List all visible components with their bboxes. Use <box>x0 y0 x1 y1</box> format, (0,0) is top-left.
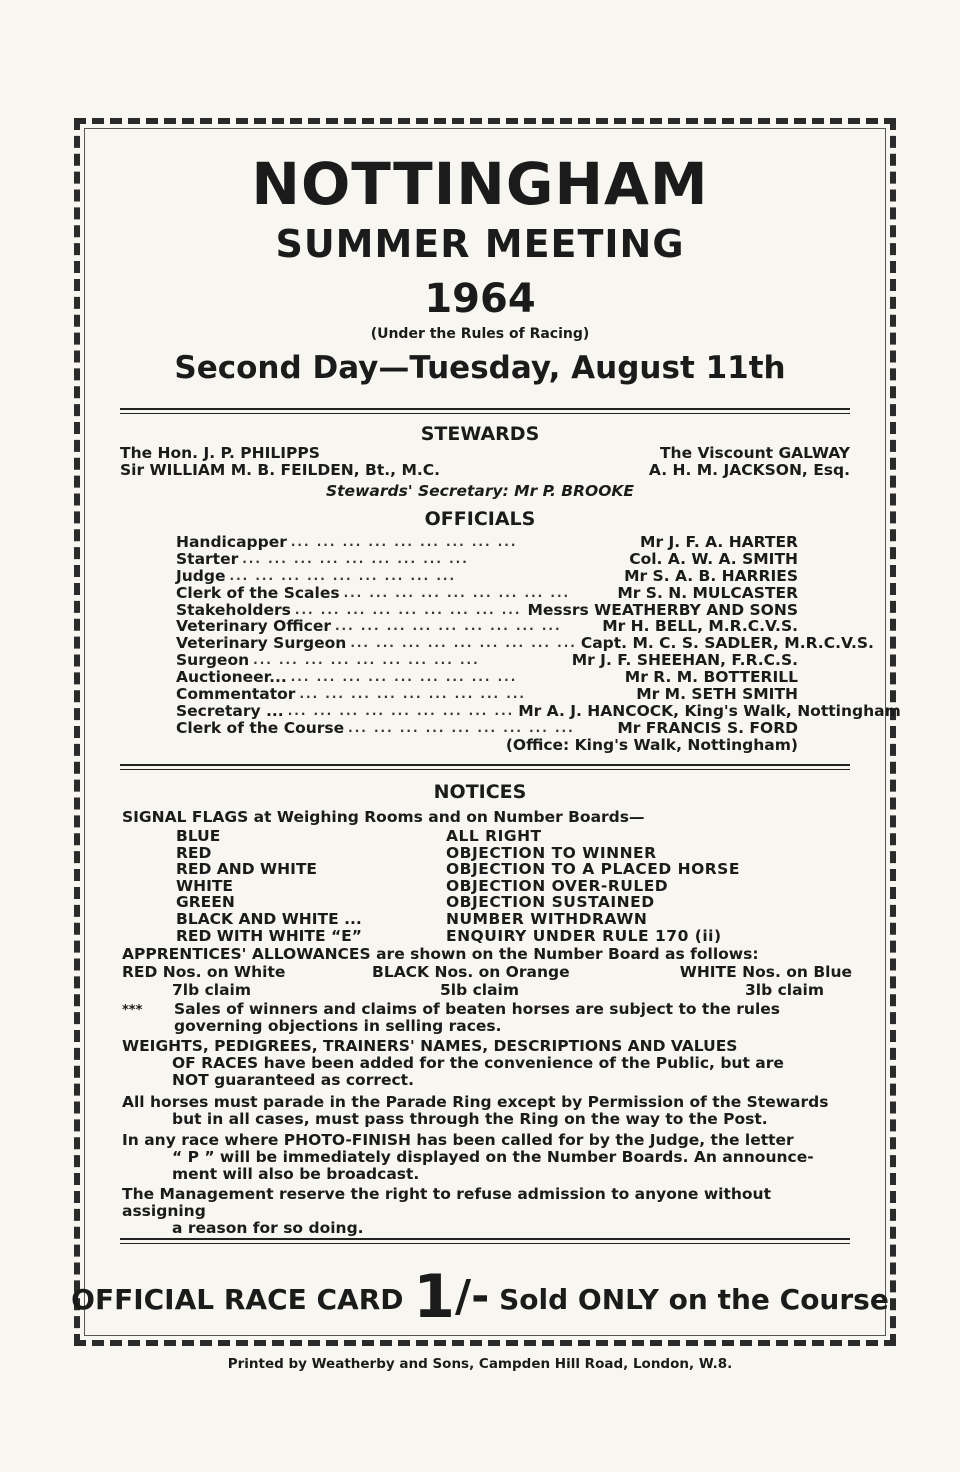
stewards-secretary: Stewards' Secretary: Mr P. BROOKE <box>325 482 635 500</box>
officials-list <box>176 533 901 754</box>
flag-row: RED WITH WHITE “E” ENQUIRY UNDER RULE 170 (ii) <box>176 926 722 945</box>
divider <box>120 408 850 414</box>
photo-finish-notice: In any race where PHOTO-FINISH has been called for by the Judge, the letter “ P ” will be immediately displayed on the Number Boards. An announce- ment will also be broadcast. <box>122 1131 814 1183</box>
official-row: Veterinary Surgeon ... ... ... ... ... ... ... ... ... Capt. M. C. S. SADLER, M.R.C.V.S. <box>176 634 874 653</box>
official-row: Commentator ... ... ... ... ... ... ... ... ... Mr M. SETH SMITH <box>176 685 798 704</box>
allowance-red: RED Nos. on White <box>122 963 286 981</box>
day-title: Second Day—Tuesday, August 11th <box>174 350 786 386</box>
official-row: Secretary ... ... ... ... ... ... ... ... ... ... Mr A. J. HANCOCK, King's Walk, Nottingham <box>176 701 901 720</box>
flag-row: BLACK AND WHITE ... NUMBER WITHDRAWN <box>176 909 648 928</box>
official-row: Auctioneer... ... ... ... ... ... ... ... ... ... Mr R. M. BOTTERILL <box>176 668 798 687</box>
signal-flags-list <box>176 828 816 944</box>
steward-left-1: The Hon. J. P. PHILIPPS <box>120 444 320 462</box>
officials-heading: OFFICIALS <box>424 508 536 530</box>
meeting-title: SUMMER MEETING <box>275 222 685 266</box>
notices-heading: NOTICES <box>433 781 527 803</box>
steward-right-2: A. H. M. JACKSON, Esq. <box>648 461 850 479</box>
rules-subtitle: (Under the Rules of Racing) <box>370 326 590 342</box>
official-row: Judge ... ... ... ... ... ... ... ... ... Mr S. A. B. HARRIES <box>176 566 798 585</box>
flag-row: GREEN OBJECTION SUSTAINED <box>176 893 655 912</box>
printer-imprint: Printed by Weatherby and Sons, Campden Hill Road, London, W.8. <box>227 1356 733 1372</box>
official-row: Clerk of the Course ... ... ... ... ... ... ... ... ... Mr FRANCIS S. FORD <box>176 718 798 737</box>
flag-row: WHITE OBJECTION OVER-RULED <box>176 876 669 895</box>
official-row: Starter ... ... ... ... ... ... ... ... ... Col. A. W. A. SMITH <box>176 549 798 568</box>
allowance-white: WHITE Nos. on Blue <box>679 963 852 981</box>
management-notice: The Management reserve the right to refuse admission to anyone without assigning a reason for so doing. <box>122 1185 772 1237</box>
apprentices-notice: APPRENTICES' ALLOWANCES are shown on the Number Board as follows: <box>122 945 759 963</box>
flag-row: BLUE ALL RIGHT <box>176 827 542 845</box>
official-row: Stakeholders ... ... ... ... ... ... ... ... ... Messrs WEATHERBY AND SONS <box>176 600 798 619</box>
allowance-black: BLACK Nos. on Orange <box>372 963 570 981</box>
sales-notice: Sales of winners and claims of beaten horses are subject to the rules governing objections in selling races. <box>174 1000 780 1035</box>
year-title: 1964 <box>424 276 536 322</box>
official-row: Handicapper ... ... ... ... ... ... ... ... ... Mr J. F. A. HARTER <box>176 533 798 551</box>
asterism-mark: *** <box>122 1003 143 1018</box>
venue-title: NOTTINGHAM <box>251 150 709 218</box>
steward-right-1: The Viscount GALWAY <box>659 444 850 462</box>
stewards-heading: STEWARDS <box>420 423 540 445</box>
official-row: (Office: King's Walk, Nottingham) <box>505 735 798 754</box>
flag-row: RED AND WHITE OBJECTION TO A PLACED HORSE <box>176 860 740 879</box>
parade-notice: All horses must parade in the Parade Ring except by Permission of the Stewards but in all cases, must pass through the Ring on the way to the Post. <box>122 1093 829 1128</box>
divider <box>120 1238 850 1244</box>
flag-row: RED OBJECTION TO WINNER <box>176 843 657 862</box>
signal-intro: SIGNAL FLAGS at Weighing Rooms and on Number Boards— <box>122 808 645 826</box>
claim-7lb: 7lb claim <box>172 981 252 999</box>
claim-3lb: 3lb claim <box>744 981 824 999</box>
steward-left-2: Sir WILLIAM M. B. FEILDEN, Bt., M.C. <box>120 461 441 479</box>
divider <box>120 764 850 770</box>
claim-5lb: 5lb claim <box>440 981 520 999</box>
official-row: Veterinary Officer ... ... ... ... ... ... ... ... ... Mr H. BELL, M.R.C.V.S. <box>176 617 798 636</box>
official-row: Surgeon ... ... ... ... ... ... ... ... ... Mr J. F. SHEEHAN, F.R.C.S. <box>176 651 798 670</box>
official-row: Clerk of the Scales ... ... ... ... ... ... ... ... ... Mr S. N. MULCASTER <box>176 583 798 602</box>
race-card-price-banner: OFFICIAL RACE CARD 1/- Sold ONLY on the Course <box>71 1262 889 1332</box>
weights-notice: WEIGHTS, PEDIGREES, TRAINERS' NAMES, DESCRIPTIONS AND VALUES OF RACES have been added for the convenience of the Public, but are NOT guaranteed as correct. <box>122 1037 784 1089</box>
